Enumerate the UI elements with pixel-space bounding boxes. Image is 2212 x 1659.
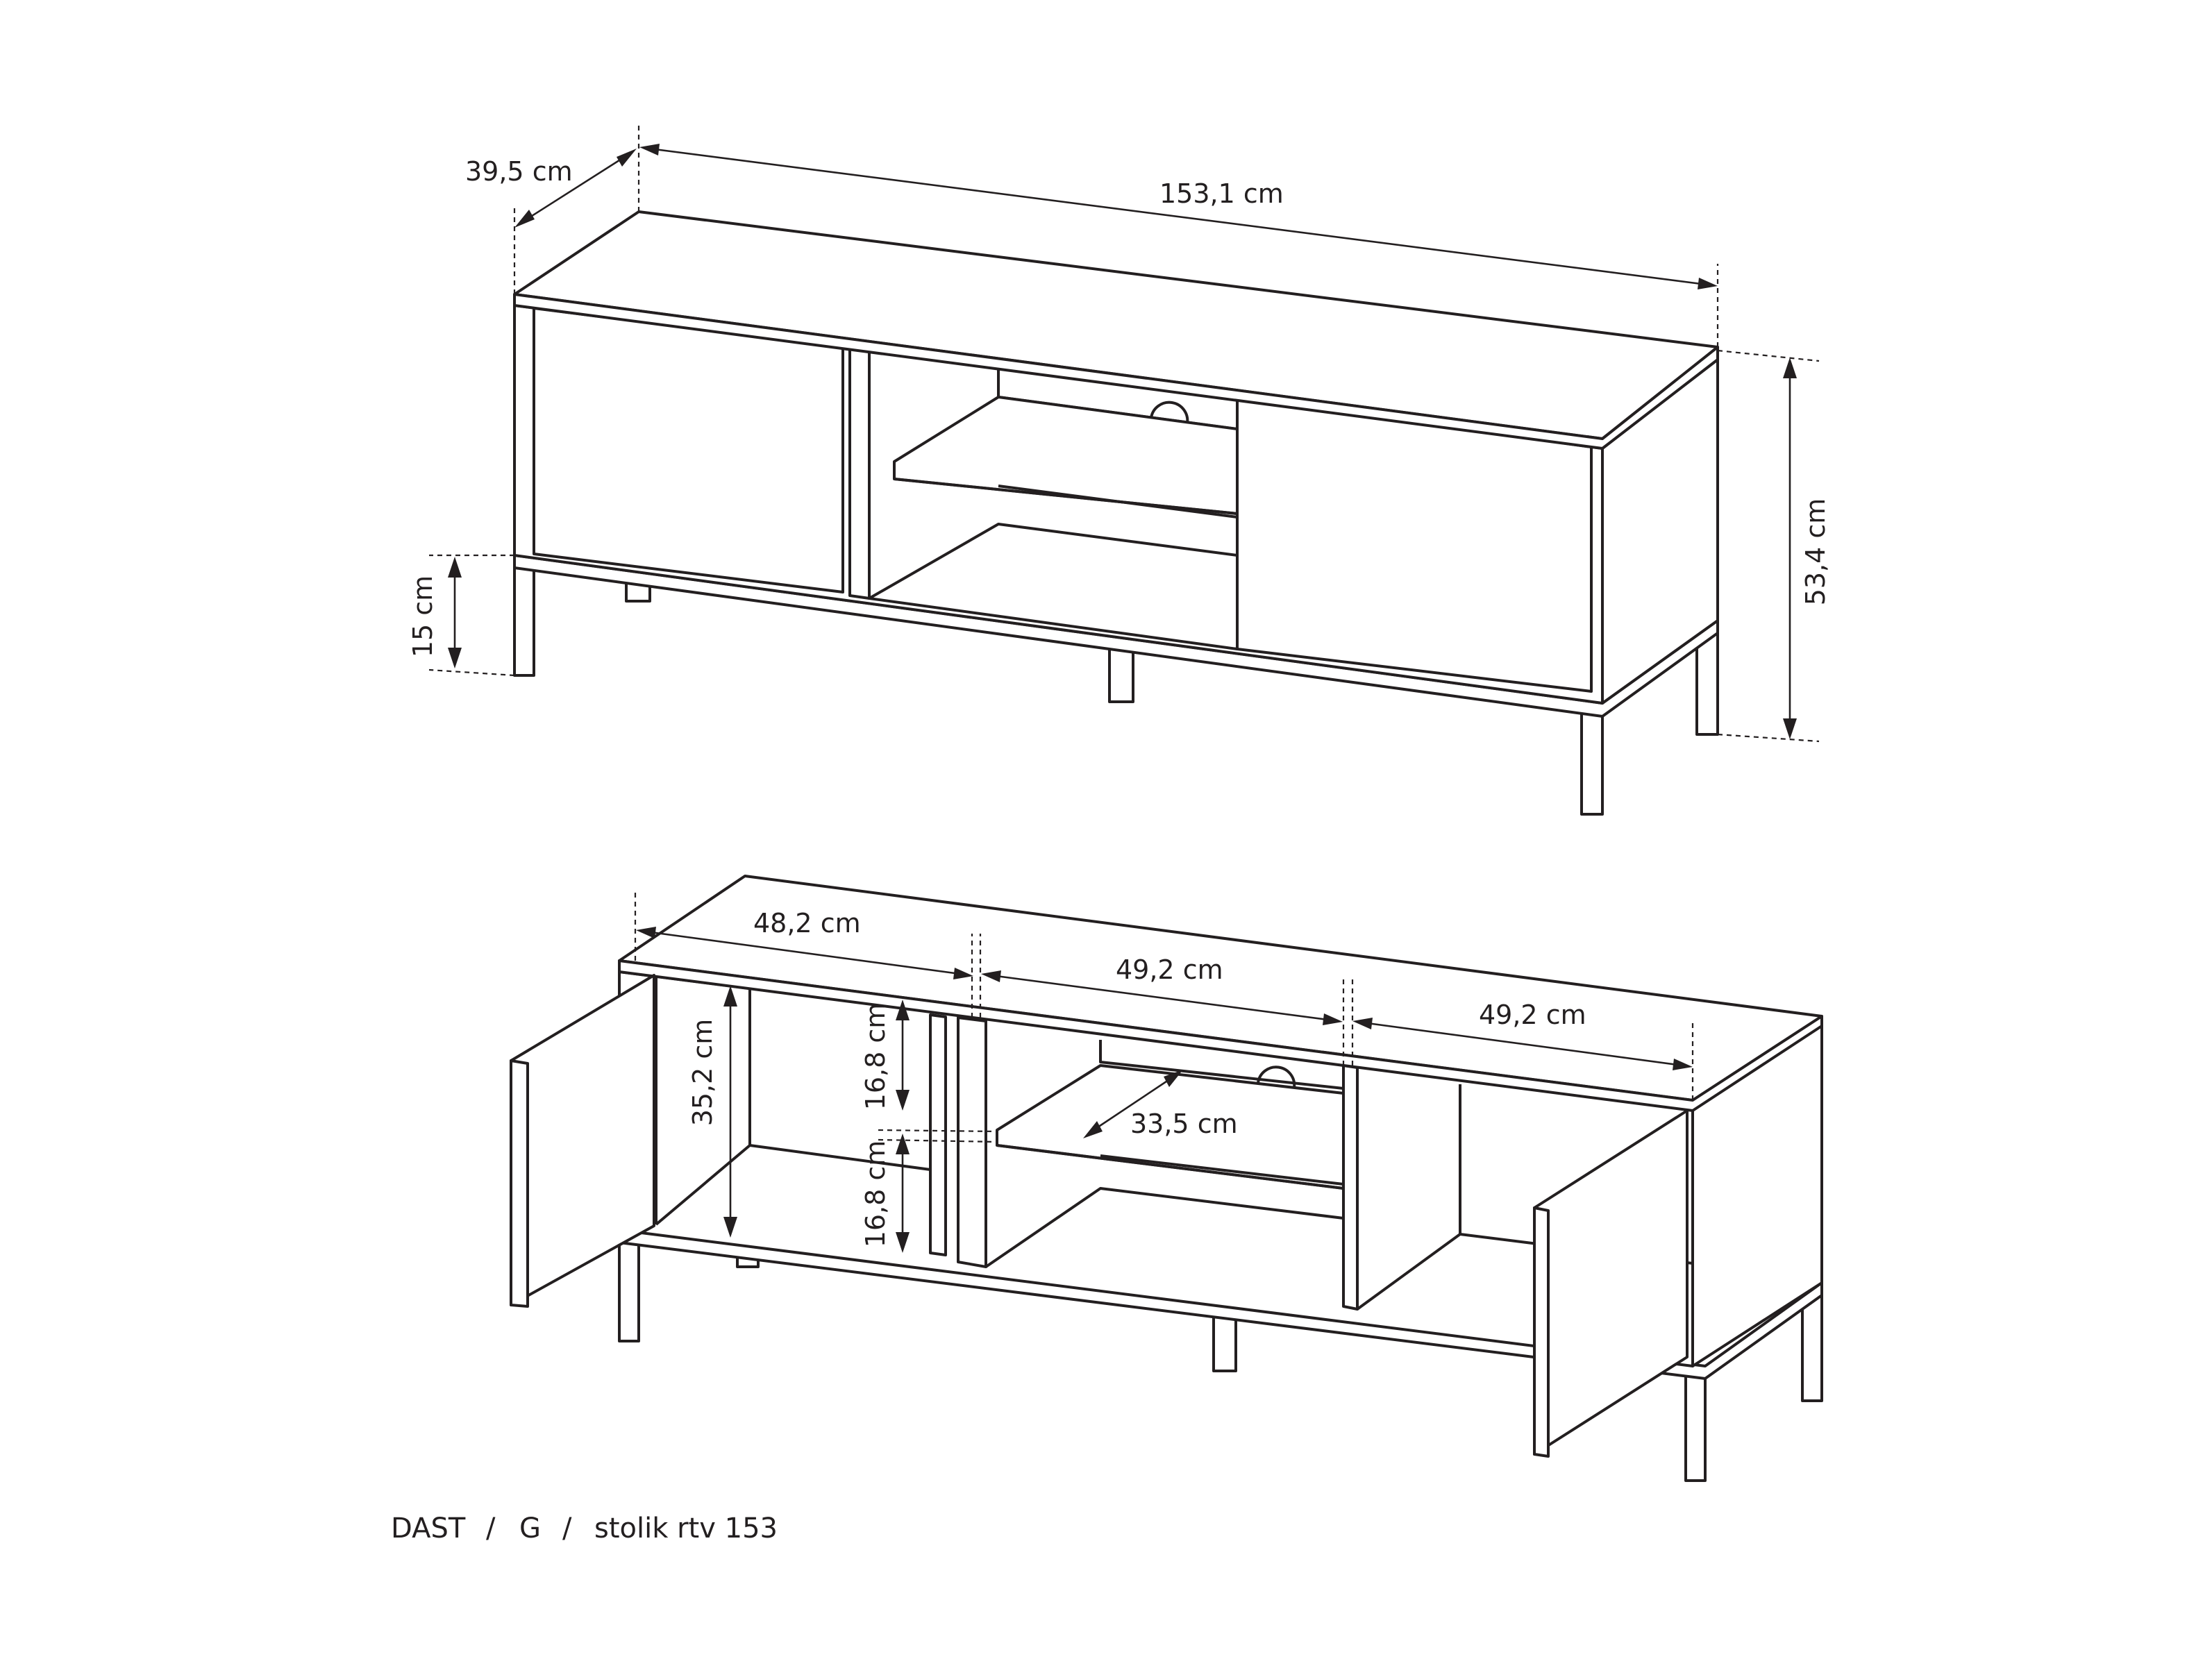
dim-width-label: 153,1 cm (1159, 178, 1284, 209)
dim-shelf-upper (860, 1000, 910, 1111)
footer-brand: DAST (391, 1513, 466, 1544)
footer-variant: G (519, 1513, 541, 1544)
leg-2-front-left (619, 1239, 639, 1341)
dim-leg-height (408, 557, 462, 668)
leg-front-right (1582, 701, 1602, 814)
dim-height-label: 53,4 cm (1800, 498, 1831, 606)
dim-shelf-lower-label: 16,8 cm (860, 1140, 891, 1248)
leg-front-left (514, 555, 534, 675)
partition-right-2 (1343, 1066, 1357, 1309)
dim-shelf-lower (860, 1134, 910, 1253)
door-left (534, 308, 843, 592)
dim-right-section-label: 49,2 cm (1479, 1000, 1586, 1030)
closed-cabinet-drawing (514, 212, 1718, 814)
dim-inner-height-label: 35,2 cm (687, 1018, 718, 1127)
footer-separator-1: / (486, 1513, 496, 1544)
dim-shelf-depth-label: 33,5 cm (1130, 1109, 1238, 1139)
footer (391, 1513, 778, 1544)
dim-left-section-label: 48,2 cm (753, 908, 861, 938)
footer-separator-2: / (562, 1513, 572, 1544)
dim-depth (465, 149, 637, 228)
partition-left-2 (930, 1015, 946, 1255)
dim-leg-height-label: 15 cm (408, 575, 438, 658)
leg-2-front-right (1686, 1371, 1705, 1481)
partition-left (850, 347, 869, 598)
dim-middle-section-label: 49,2 cm (1116, 954, 1223, 985)
dim-depth-label: 39,5 cm (465, 156, 573, 187)
dim-height (1783, 357, 1831, 739)
dim-shelf-upper-label: 16,8 cm (860, 1002, 891, 1111)
footer-product: stolik rtv 153 (594, 1513, 778, 1544)
leg-2-middle (1214, 1312, 1236, 1371)
